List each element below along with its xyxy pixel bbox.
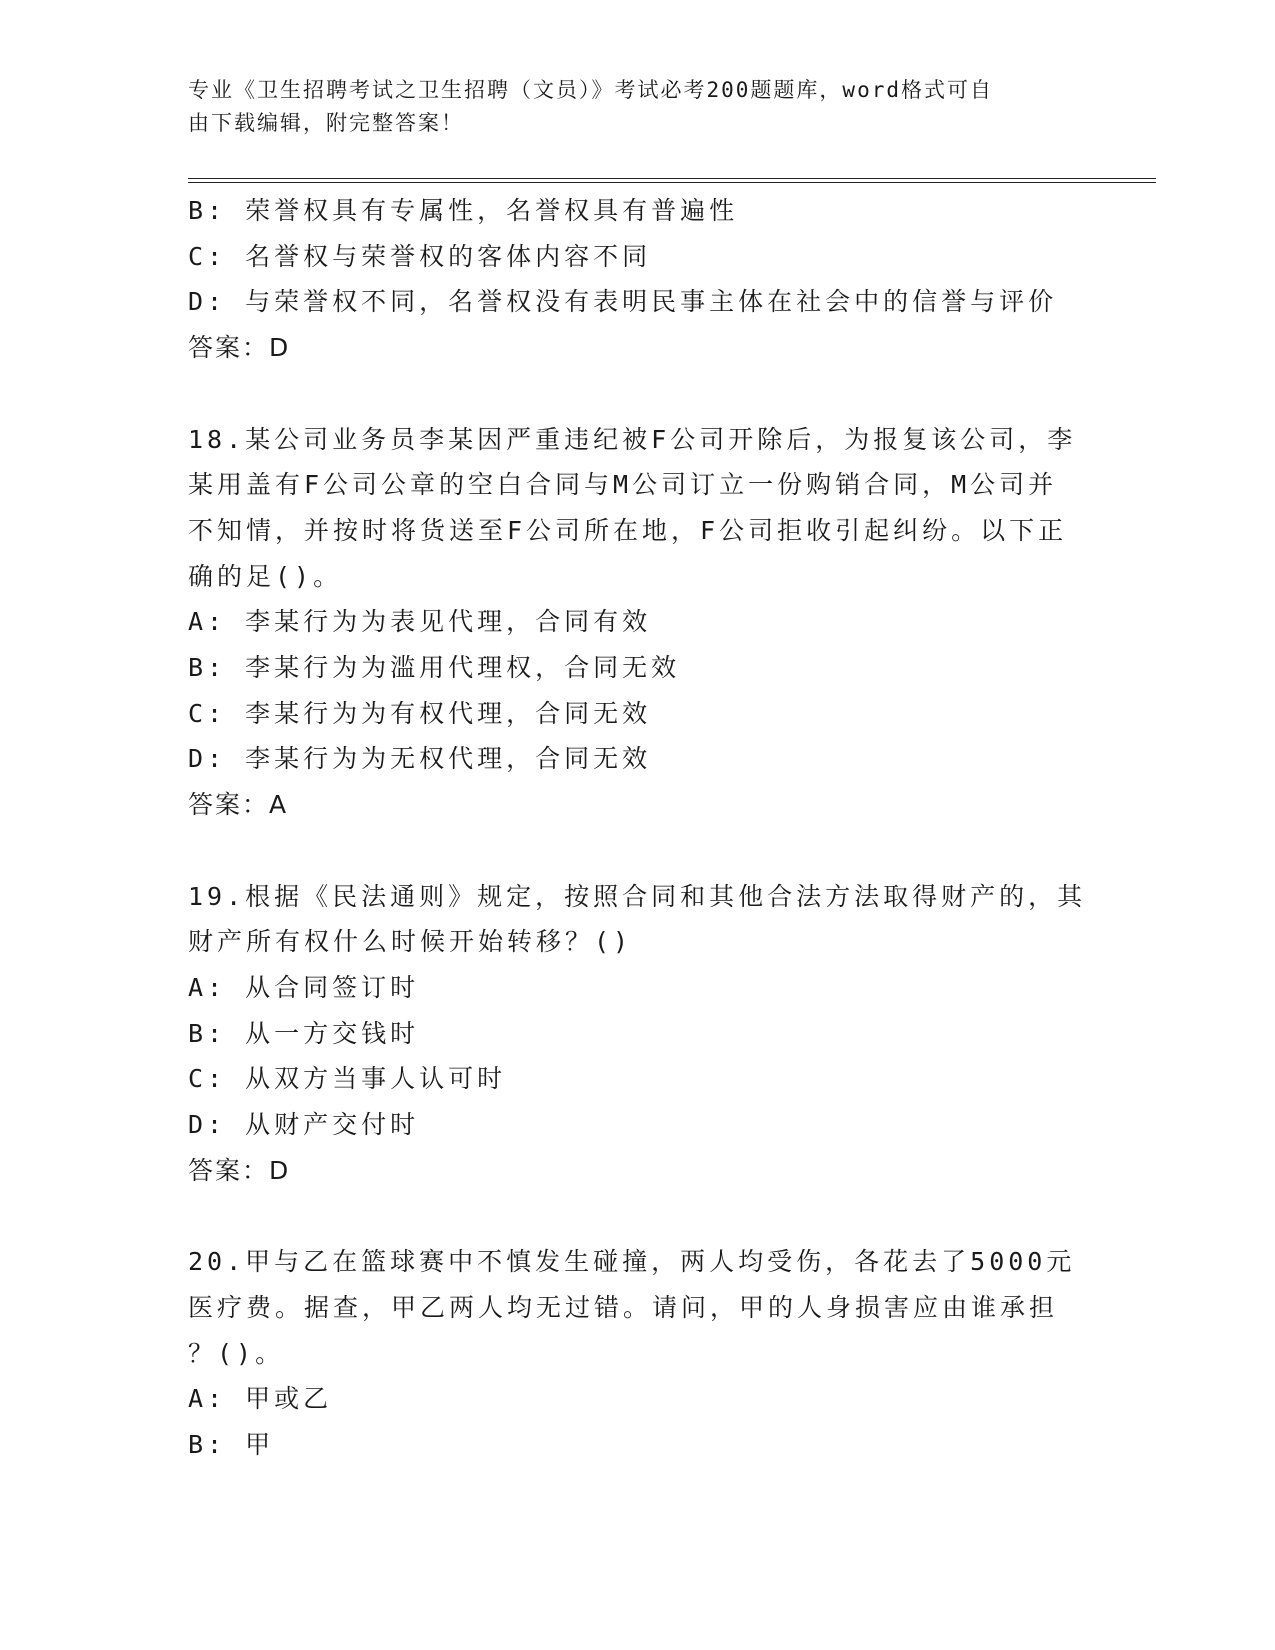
option-b: B: 甲 [188,1429,275,1459]
option-d: D: 从财产交付时 [188,1110,420,1140]
question-stem-line: 18.某公司业务员李某因严重违纪被F公司开除后，为报复该公司，李 [188,424,1077,454]
question-stem-line: 20.甲与乙在篮球赛中不慎发生碰撞，两人均受伤，各花去了5000元 [188,1247,1076,1277]
answer-label: 答案：D [188,333,291,363]
question-stem-line: 医疗费。据查，甲乙两人均无过错。请问，甲的人身损害应由谁承担 [188,1292,1059,1322]
document-header [188,74,1068,140]
answer-label: 答案：A [188,790,289,820]
question-stem-line: 不知情，并按时将货送至F公司所在地，F公司拒收引起纠纷。以下正 [188,515,1068,545]
question-stem-line: ？()。 [188,1338,285,1368]
header-line-2: 由下载编辑，附完整答案！ [188,111,464,135]
question-18 [188,417,1088,828]
option-d: D: 与荣誉权不同，名誉权没有表明民事主体在社会中的信誉与评价 [188,287,1058,317]
option-d: D: 李某行为为无权代理，合同无效 [188,744,652,774]
spacer [188,1193,1088,1239]
header-line-1: 专业《卫生招聘考试之卫生招聘（文员）》考试必考200题题库，word格式可自 [188,78,993,102]
question-20 [188,1239,1088,1468]
question-stem-line: 确的足()。 [188,561,343,591]
option-c: C: 名誉权与荣誉权的客体内容不同 [188,241,652,271]
option-b: B: 李某行为为滥用代理权，合同无效 [188,653,681,683]
question-17-tail [188,188,1088,371]
option-c: C: 李某行为为有权代理，合同无效 [188,698,652,728]
option-a: A: 李某行为为表见代理，合同有效 [188,607,652,637]
header-divider [188,178,1156,183]
question-stem-line: 某用盖有F公司公章的空白合同与M公司订立一份购销合同，M公司并 [188,470,1058,500]
option-b: B: 从一方交钱时 [188,1018,420,1048]
option-c: C: 从双方当事人认可时 [188,1064,507,1094]
question-stem-line: 19.根据《民法通则》规定，按照合同和其他合法方法取得财产的，其 [188,881,1087,911]
answer-label: 答案：D [188,1155,291,1185]
option-a: A: 从合同签订时 [188,972,420,1002]
spacer [188,371,1088,417]
option-b: B: 荣誉权具有专属性，名誉权具有普遍性 [188,196,739,225]
spacer [188,828,1088,874]
question-19 [188,874,1088,1194]
question-list [188,188,1088,1468]
option-a: A: 甲或乙 [188,1384,333,1414]
question-stem-line: 财产所有权什么时候开始转移？() [188,927,633,957]
